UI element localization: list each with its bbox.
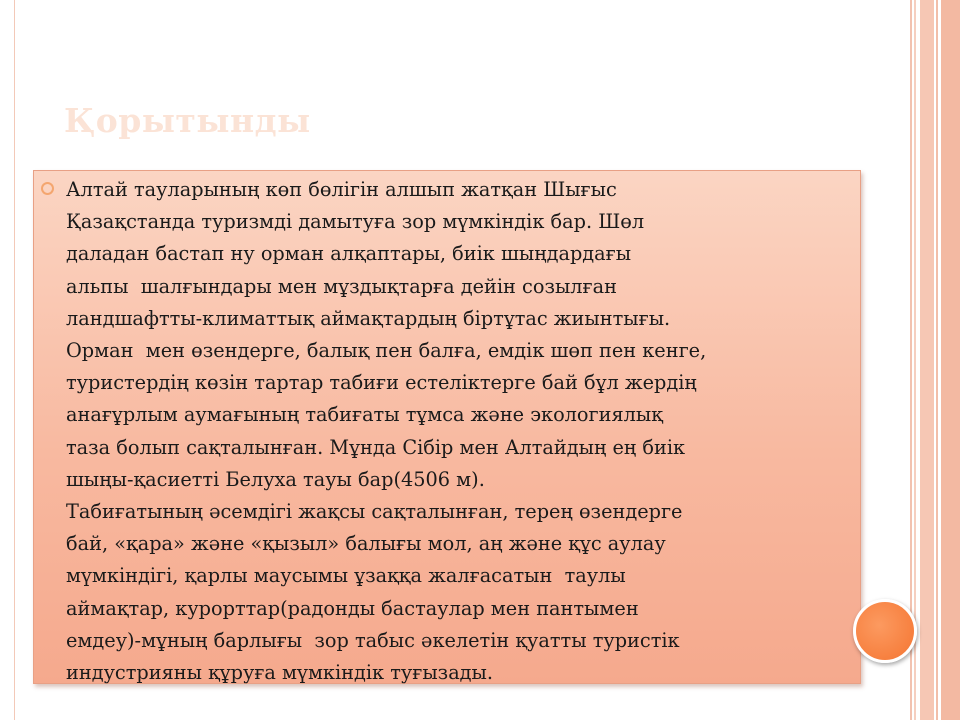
right-decorative-stripes — [910, 0, 960, 720]
stripe — [936, 0, 938, 720]
stripe — [914, 0, 916, 720]
bullet-circle-icon — [41, 182, 54, 195]
body-text: Алтай тауларының көп бөлігін алшып жатқан Шығыс Қазақстанда туризмді дамытуға зор мүмкіндік бар. Шөл даладан бастап ну орман алқаптары, биік шыңдардағы альпы шалғындары мен мұздықтарға дейін созылған ландшафтты-климаттық аймақтардың біртұтас жиынтығы. Орман мен өзендерге, балық пен балға, емдік шөп пен кенге, туристердің көзін тартар табиғи естеліктерге бай бұл жердің анағұрлым аумағының табиғаты тұмса және экологиялық таза болып сақталынған. Мұнда Сібір мен Алтайдың ең биік шыңы-қасиетті Белуха тауы бар(4506 м). Табиғатының әсемдігі жақсы сақталынған, терең өзендерге бай, «қара» және «қызыл» балығы мол, аң және құс аулау мүмкіндігі, қарлы маусымы ұзаққа жалғасатын таулы аймақтар, курорттар(радонды бастаулар мен пантымен емдеу)-мұның барлығы зор табыс әкелетін қуатты туристік индустрияны құруға мүмкіндік туғызады. — [66, 178, 707, 685]
slide-title: Қорытынды — [64, 101, 311, 140]
orange-circle-decoration — [853, 599, 917, 663]
stripe — [920, 0, 934, 720]
left-frame-border — [0, 0, 15, 720]
stripe — [941, 0, 960, 720]
